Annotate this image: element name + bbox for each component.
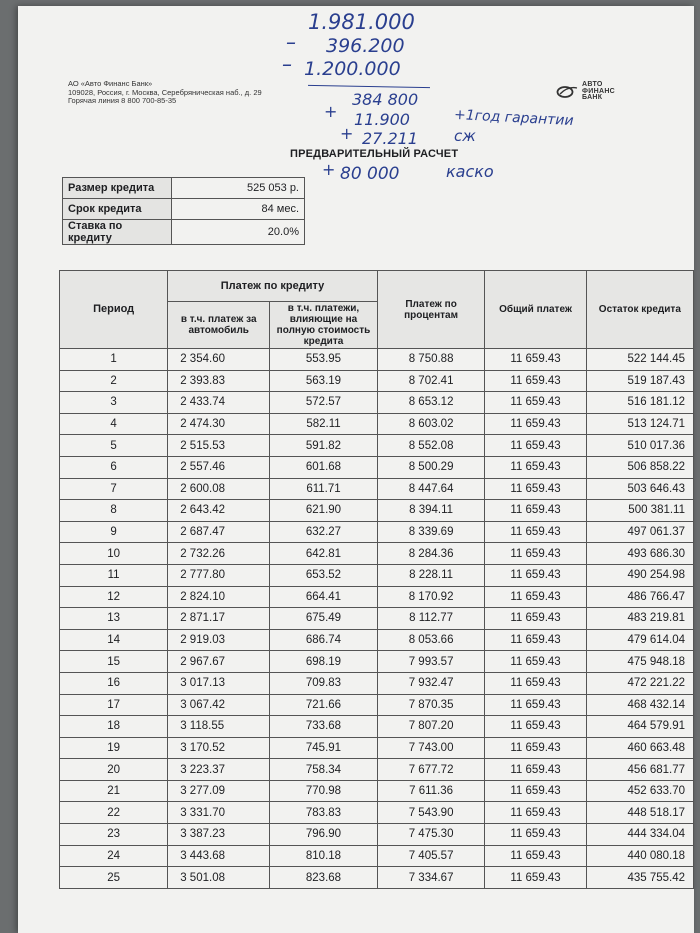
period-cell: 7 — [60, 478, 168, 500]
car-payment-cell: 3 501.08 — [168, 867, 270, 889]
car-payment-cell: 3 170.52 — [168, 737, 270, 759]
total-payment-cell: 11 659.43 — [485, 586, 586, 608]
car-payment-cell: 2 687.47 — [168, 521, 270, 543]
other-payment-cell: 770.98 — [270, 780, 378, 802]
bank-logo — [556, 82, 615, 102]
interest-cell: 8 394.11 — [377, 500, 485, 522]
handwritten-plus-2: + — [340, 124, 354, 143]
other-payment-cell: 810.18 — [270, 845, 378, 867]
bank-name: АО «Авто Финанс Банк» — [68, 79, 153, 88]
other-payment-cell: 553.95 — [270, 349, 378, 371]
interest-cell: 8 228.11 — [377, 564, 485, 586]
period-cell: 20 — [60, 759, 168, 781]
other-payment-cell: 621.90 — [270, 500, 378, 522]
car-payment-cell: 3 118.55 — [168, 716, 270, 738]
interest-cell: 8 339.69 — [377, 521, 485, 543]
period-cell: 24 — [60, 845, 168, 867]
interest-cell: 8 170.92 — [377, 586, 485, 608]
period-cell: 10 — [60, 543, 168, 565]
balance-cell: 452 633.70 — [586, 780, 693, 802]
car-payment-cell: 2 600.08 — [168, 478, 270, 500]
total-payment-cell: 11 659.43 — [485, 392, 586, 414]
balance-cell: 497 061.37 — [586, 521, 693, 543]
balance-cell: 440 080.18 — [586, 845, 693, 867]
other-payment-cell: 591.82 — [270, 435, 378, 457]
total-payment-cell: 11 659.43 — [485, 716, 586, 738]
other-payment-cell: 709.83 — [270, 672, 378, 694]
period-cell: 14 — [60, 629, 168, 651]
other-payment-cell: 563.19 — [270, 370, 378, 392]
other-payment-cell: 698.19 — [270, 651, 378, 673]
car-payment-cell: 2 393.83 — [168, 370, 270, 392]
balance-cell: 486 766.47 — [586, 586, 693, 608]
table-row — [60, 413, 694, 435]
interest-cell: 8 653.12 — [377, 392, 485, 414]
header-total: Общий платеж — [485, 271, 586, 349]
handwritten-plus-3: + — [322, 160, 336, 179]
car-payment-cell: 2 433.74 — [168, 392, 270, 414]
interest-cell: 7 993.57 — [377, 651, 485, 673]
other-payment-cell: 823.68 — [270, 867, 378, 889]
handwritten-minus-2: – — [282, 52, 292, 76]
total-payment-cell: 11 659.43 — [485, 845, 586, 867]
other-payment-cell: 582.11 — [270, 413, 378, 435]
balance-cell: 472 221.22 — [586, 672, 693, 694]
table-row — [60, 694, 694, 716]
balance-cell: 444 334.04 — [586, 824, 693, 846]
table-row — [60, 478, 694, 500]
summary-value: 84 мес. — [172, 199, 305, 220]
other-payment-cell: 783.83 — [270, 802, 378, 824]
balance-cell: 468 432.14 — [586, 694, 693, 716]
handwritten-line-5: 11.900 — [354, 110, 410, 129]
balance-cell: 448 518.17 — [586, 802, 693, 824]
interest-cell: 7 405.57 — [377, 845, 485, 867]
bank-info — [68, 80, 262, 106]
table-row — [60, 716, 694, 738]
bank-address: 109028, Россия, г. Москва, Серебряническая наб., д. 29 — [68, 87, 262, 97]
table-row — [60, 802, 694, 824]
balance-cell: 500 381.11 — [586, 500, 693, 522]
summary-row — [63, 220, 305, 245]
table-row — [60, 349, 694, 371]
interest-cell: 8 447.64 — [377, 478, 485, 500]
interest-cell: 7 677.72 — [377, 759, 485, 781]
total-payment-cell: 11 659.43 — [485, 500, 586, 522]
interest-cell: 8 750.88 — [377, 349, 485, 371]
handwritten-note-7: каско — [446, 162, 494, 181]
balance-cell: 516 181.12 — [586, 392, 693, 414]
car-payment-cell: 2 354.60 — [168, 349, 270, 371]
interest-cell: 7 807.20 — [377, 716, 485, 738]
other-payment-cell: 686.74 — [270, 629, 378, 651]
period-cell: 15 — [60, 651, 168, 673]
table-row — [60, 521, 694, 543]
balance-cell: 490 254.98 — [586, 564, 693, 586]
other-payment-cell: 601.68 — [270, 456, 378, 478]
total-payment-cell: 11 659.43 — [485, 737, 586, 759]
other-payment-cell: 572.57 — [270, 392, 378, 414]
header-balance: Остаток кредита — [586, 271, 693, 349]
other-payment-cell: 642.81 — [270, 543, 378, 565]
balance-cell: 475 948.18 — [586, 651, 693, 673]
interest-cell: 7 743.00 — [377, 737, 485, 759]
header-interest: Платеж по процентам — [377, 271, 485, 349]
balance-cell: 483 219.81 — [586, 608, 693, 630]
period-cell: 6 — [60, 456, 168, 478]
interest-cell: 7 870.35 — [377, 694, 485, 716]
handwritten-minus-1: – — [286, 30, 296, 54]
total-payment-cell: 11 659.43 — [485, 478, 586, 500]
total-payment-cell: 11 659.43 — [485, 824, 586, 846]
other-payment-cell: 653.52 — [270, 564, 378, 586]
balance-cell: 522 144.45 — [586, 349, 693, 371]
handwritten-line-1: 1.981.000 — [308, 10, 415, 34]
table-row — [60, 867, 694, 889]
balance-cell: 506 858.22 — [586, 456, 693, 478]
car-payment-cell: 3 067.42 — [168, 694, 270, 716]
balance-cell: 460 663.48 — [586, 737, 693, 759]
summary-label: Размер кредита — [63, 178, 172, 199]
table-row — [60, 759, 694, 781]
total-payment-cell: 11 659.43 — [485, 435, 586, 457]
interest-cell: 8 702.41 — [377, 370, 485, 392]
other-payment-cell: 796.90 — [270, 824, 378, 846]
table-row — [60, 370, 694, 392]
period-cell: 21 — [60, 780, 168, 802]
interest-cell: 7 334.67 — [377, 867, 485, 889]
total-payment-cell: 11 659.43 — [485, 802, 586, 824]
car-payment-cell: 2 824.10 — [168, 586, 270, 608]
header-other: в т.ч. платежи, влияющие на полную стоимость кредита — [270, 302, 378, 349]
table-row — [60, 629, 694, 651]
ring-swoosh-icon — [556, 85, 578, 99]
car-payment-cell: 2 557.46 — [168, 456, 270, 478]
table-row — [60, 564, 694, 586]
table-row — [60, 845, 694, 867]
logo-word-3: БАНК — [582, 94, 603, 101]
balance-cell: 519 187.43 — [586, 370, 693, 392]
table-row — [60, 500, 694, 522]
period-cell: 16 — [60, 672, 168, 694]
interest-cell: 7 543.90 — [377, 802, 485, 824]
car-payment-cell: 2 919.03 — [168, 629, 270, 651]
interest-cell: 8 284.36 — [377, 543, 485, 565]
logo-word-1: АВТО — [582, 81, 603, 88]
total-payment-cell: 11 659.43 — [485, 608, 586, 630]
period-cell: 13 — [60, 608, 168, 630]
car-payment-cell: 3 223.37 — [168, 759, 270, 781]
table-row — [60, 543, 694, 565]
car-payment-cell: 3 277.09 — [168, 780, 270, 802]
total-payment-cell: 11 659.43 — [485, 370, 586, 392]
handwritten-sum-line — [308, 85, 430, 88]
period-cell: 23 — [60, 824, 168, 846]
period-cell: 11 — [60, 564, 168, 586]
period-cell: 3 — [60, 392, 168, 414]
handwritten-line-7: 80 000 — [340, 164, 400, 184]
balance-cell: 510 017.36 — [586, 435, 693, 457]
page-title: ПРЕДВАРИТЕЛЬНЫЙ РАСЧЕТ — [290, 148, 459, 160]
header-car: в т.ч. платеж за автомобиль — [168, 302, 270, 349]
bank-hotline: Горячая линия 8 800 700-85-35 — [68, 96, 177, 105]
interest-cell: 8 112.77 — [377, 608, 485, 630]
total-payment-cell: 11 659.43 — [485, 521, 586, 543]
total-payment-cell: 11 659.43 — [485, 349, 586, 371]
car-payment-cell: 2 474.30 — [168, 413, 270, 435]
balance-cell: 435 755.42 — [586, 867, 693, 889]
total-payment-cell: 11 659.43 — [485, 780, 586, 802]
total-payment-cell: 11 659.43 — [485, 694, 586, 716]
handwritten-line-2: 396.200 — [326, 35, 405, 57]
header-period: Период — [60, 271, 168, 349]
interest-cell: 8 500.29 — [377, 456, 485, 478]
period-cell: 4 — [60, 413, 168, 435]
interest-cell: 7 932.47 — [377, 672, 485, 694]
period-cell: 12 — [60, 586, 168, 608]
interest-cell: 8 552.08 — [377, 435, 485, 457]
total-payment-cell: 11 659.43 — [485, 456, 586, 478]
balance-cell: 513 124.71 — [586, 413, 693, 435]
summary-value: 20.0% — [172, 220, 305, 245]
balance-cell: 493 686.30 — [586, 543, 693, 565]
period-cell: 19 — [60, 737, 168, 759]
period-cell: 5 — [60, 435, 168, 457]
header-credit-payment: Платеж по кредиту — [168, 271, 378, 302]
car-payment-cell: 3 443.68 — [168, 845, 270, 867]
other-payment-cell: 664.41 — [270, 586, 378, 608]
summary-row — [63, 178, 305, 199]
payment-schedule-table — [59, 270, 694, 889]
table-row — [60, 608, 694, 630]
other-payment-cell: 675.49 — [270, 608, 378, 630]
car-payment-cell: 2 643.42 — [168, 500, 270, 522]
total-payment-cell: 11 659.43 — [485, 413, 586, 435]
table-row — [60, 780, 694, 802]
period-cell: 17 — [60, 694, 168, 716]
car-payment-cell: 3 017.13 — [168, 672, 270, 694]
handwritten-note-6: сж — [454, 127, 476, 145]
summary-row — [63, 199, 305, 220]
car-payment-cell: 2 777.80 — [168, 564, 270, 586]
handwritten-line-3: 1.200.000 — [304, 58, 401, 80]
document-page — [18, 6, 694, 933]
car-payment-cell: 2 871.17 — [168, 608, 270, 630]
balance-cell: 479 614.04 — [586, 629, 693, 651]
credit-summary-table — [62, 177, 305, 245]
period-cell: 25 — [60, 867, 168, 889]
balance-cell: 503 646.43 — [586, 478, 693, 500]
total-payment-cell: 11 659.43 — [485, 651, 586, 673]
other-payment-cell: 745.91 — [270, 737, 378, 759]
other-payment-cell: 758.34 — [270, 759, 378, 781]
total-payment-cell: 11 659.43 — [485, 759, 586, 781]
interest-cell: 7 611.36 — [377, 780, 485, 802]
handwritten-line-4: 384 800 — [352, 90, 419, 109]
summary-value: 525 053 р. — [172, 178, 305, 199]
period-cell: 8 — [60, 500, 168, 522]
table-row — [60, 672, 694, 694]
table-row — [60, 824, 694, 846]
period-cell: 18 — [60, 716, 168, 738]
table-row — [60, 737, 694, 759]
other-payment-cell: 611.71 — [270, 478, 378, 500]
total-payment-cell: 11 659.43 — [485, 867, 586, 889]
total-payment-cell: 11 659.43 — [485, 564, 586, 586]
table-row — [60, 392, 694, 414]
period-cell: 9 — [60, 521, 168, 543]
other-payment-cell: 721.66 — [270, 694, 378, 716]
car-payment-cell: 2 732.26 — [168, 543, 270, 565]
table-row — [60, 651, 694, 673]
balance-cell: 456 681.77 — [586, 759, 693, 781]
total-payment-cell: 11 659.43 — [485, 543, 586, 565]
handwritten-line-6: 27.211 — [362, 129, 418, 148]
handwritten-note-5: +1год гарантии — [453, 106, 574, 130]
total-payment-cell: 11 659.43 — [485, 629, 586, 651]
interest-cell: 7 475.30 — [377, 824, 485, 846]
handwritten-plus-1: + — [324, 102, 338, 121]
interest-cell: 8 053.66 — [377, 629, 485, 651]
car-payment-cell: 2 967.67 — [168, 651, 270, 673]
car-payment-cell: 3 387.23 — [168, 824, 270, 846]
period-cell: 2 — [60, 370, 168, 392]
total-payment-cell: 11 659.43 — [485, 672, 586, 694]
logo-word-2: ФИНАНС — [582, 87, 616, 95]
car-payment-cell: 3 331.70 — [168, 802, 270, 824]
balance-cell: 464 579.91 — [586, 716, 693, 738]
interest-cell: 8 603.02 — [377, 413, 485, 435]
car-payment-cell: 2 515.53 — [168, 435, 270, 457]
table-row — [60, 456, 694, 478]
table-row — [60, 435, 694, 457]
other-payment-cell: 632.27 — [270, 521, 378, 543]
table-row — [60, 586, 694, 608]
other-payment-cell: 733.68 — [270, 716, 378, 738]
period-cell: 22 — [60, 802, 168, 824]
period-cell: 1 — [60, 349, 168, 371]
summary-label: Ставка по кредиту — [63, 220, 172, 245]
summary-label: Срок кредита — [63, 199, 172, 220]
